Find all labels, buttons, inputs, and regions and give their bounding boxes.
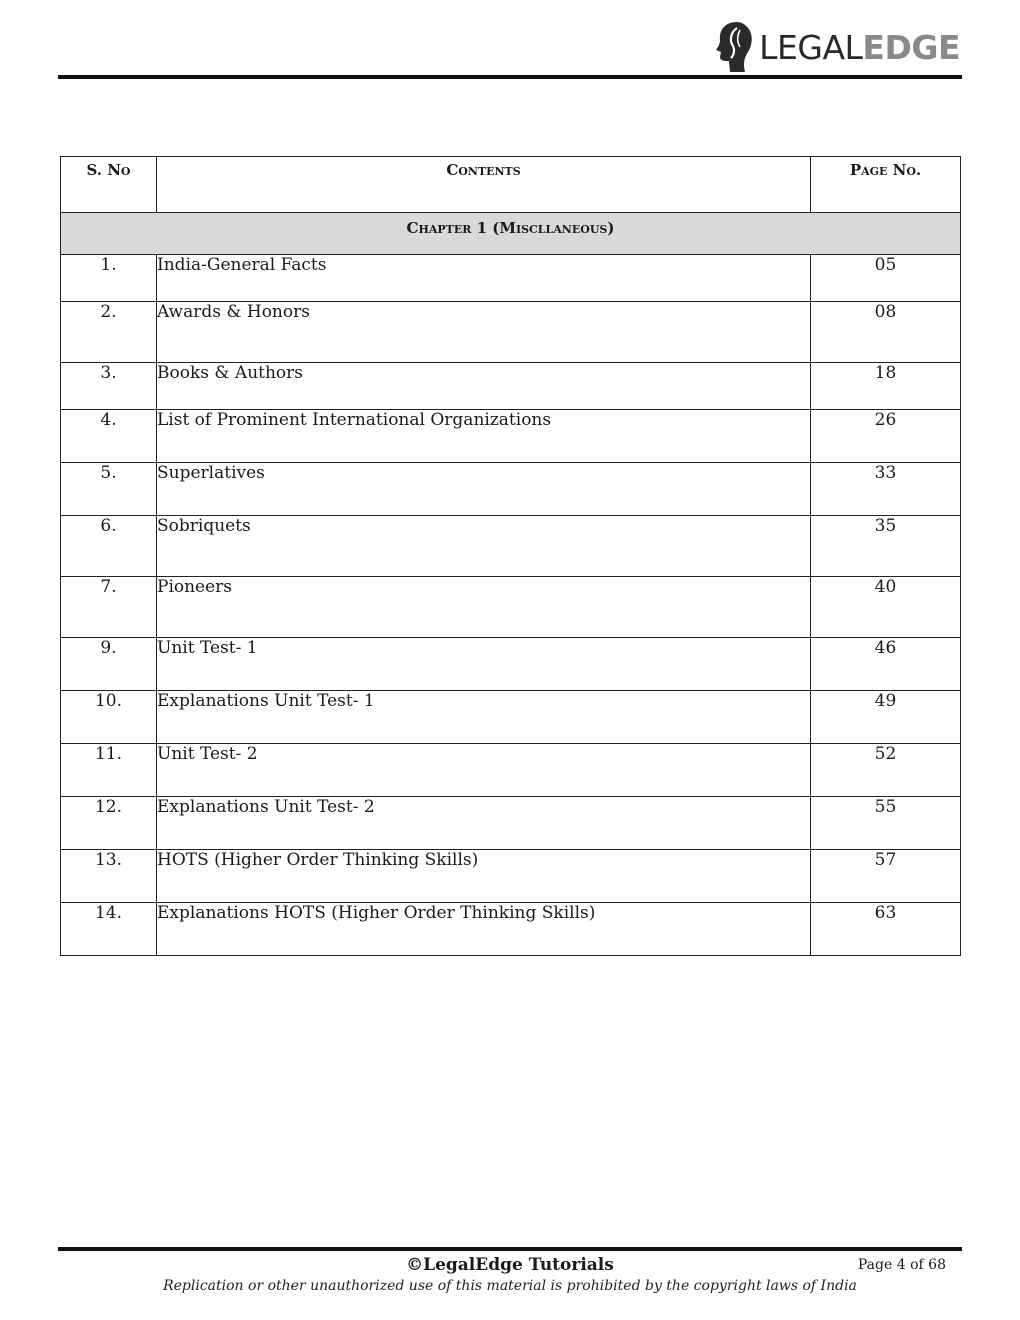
row-page: 52: [811, 744, 961, 797]
header-page-no: Page No.: [811, 157, 961, 213]
chapter-title: Chapter 1 (Miscllaneous): [61, 213, 961, 255]
contents-table: [60, 156, 961, 956]
table-row: [61, 302, 961, 363]
row-title: Explanations Unit Test- 2: [157, 797, 811, 850]
table-row: [61, 463, 961, 516]
row-title: Explanations Unit Test- 1: [157, 691, 811, 744]
table-row: [61, 255, 961, 302]
row-sno: 14.: [61, 903, 157, 956]
table-row: [61, 363, 961, 410]
row-page: 46: [811, 638, 961, 691]
row-sno: 4.: [61, 410, 157, 463]
row-title: Explanations HOTS (Higher Order Thinking Skills): [157, 903, 811, 956]
row-page: 18: [811, 363, 961, 410]
row-page: 49: [811, 691, 961, 744]
page-number: [858, 1257, 946, 1273]
page-current: 4: [896, 1257, 906, 1273]
table-header-row: [61, 157, 961, 213]
row-title: India-General Facts: [157, 255, 811, 302]
legaledge-logo: [715, 20, 960, 74]
table-row: [61, 638, 961, 691]
table-row: [61, 797, 961, 850]
row-sno: 12.: [61, 797, 157, 850]
row-page: 35: [811, 516, 961, 577]
row-title: List of Prominent International Organizations: [157, 410, 811, 463]
silhouette-head-icon: [715, 20, 755, 74]
header-sno: S. No: [61, 157, 157, 213]
page-total: 68: [928, 1257, 946, 1273]
row-title: Books & Authors: [157, 363, 811, 410]
table-row: [61, 850, 961, 903]
logo-text-legal: LEGAL: [759, 27, 863, 67]
row-page: 57: [811, 850, 961, 903]
row-title: Unit Test- 1: [157, 638, 811, 691]
row-sno: 5.: [61, 463, 157, 516]
row-sno: 6.: [61, 516, 157, 577]
row-title: Superlatives: [157, 463, 811, 516]
row-sno: 2.: [61, 302, 157, 363]
row-title: Pioneers: [157, 577, 811, 638]
row-title: Awards & Honors: [157, 302, 811, 363]
table-row: [61, 410, 961, 463]
table-row: [61, 577, 961, 638]
logo-text-edge: EDGE: [862, 27, 960, 67]
footer-copyright: ©LegalEdge Tutorials: [406, 1255, 614, 1275]
row-title: HOTS (Higher Order Thinking Skills): [157, 850, 811, 903]
header-rule: [58, 75, 962, 79]
row-page: 63: [811, 903, 961, 956]
copyright-notice: Replication or other unauthorized use of this material is prohibited by the copyright laws of India: [163, 1278, 857, 1294]
table-row: [61, 691, 961, 744]
row-page: 26: [811, 410, 961, 463]
row-page: 08: [811, 302, 961, 363]
row-sno: 3.: [61, 363, 157, 410]
row-sno: 1.: [61, 255, 157, 302]
row-sno: 13.: [61, 850, 157, 903]
table-row: [61, 903, 961, 956]
page-of: of: [910, 1257, 924, 1273]
row-page: 55: [811, 797, 961, 850]
logo-wordmark: [759, 27, 960, 67]
row-sno: 7.: [61, 577, 157, 638]
table-row: [61, 744, 961, 797]
row-sno: 10.: [61, 691, 157, 744]
page-label: Page: [857, 1257, 893, 1273]
row-page: 33: [811, 463, 961, 516]
chapter-row: [61, 213, 961, 255]
header-contents: Contents: [157, 157, 811, 213]
row-page: 40: [811, 577, 961, 638]
footer-rule: [58, 1247, 962, 1251]
row-title: Unit Test- 2: [157, 744, 811, 797]
row-title: Sobriquets: [157, 516, 811, 577]
row-page: 05: [811, 255, 961, 302]
row-sno: 11.: [61, 744, 157, 797]
table-row: [61, 516, 961, 577]
row-sno: 9.: [61, 638, 157, 691]
